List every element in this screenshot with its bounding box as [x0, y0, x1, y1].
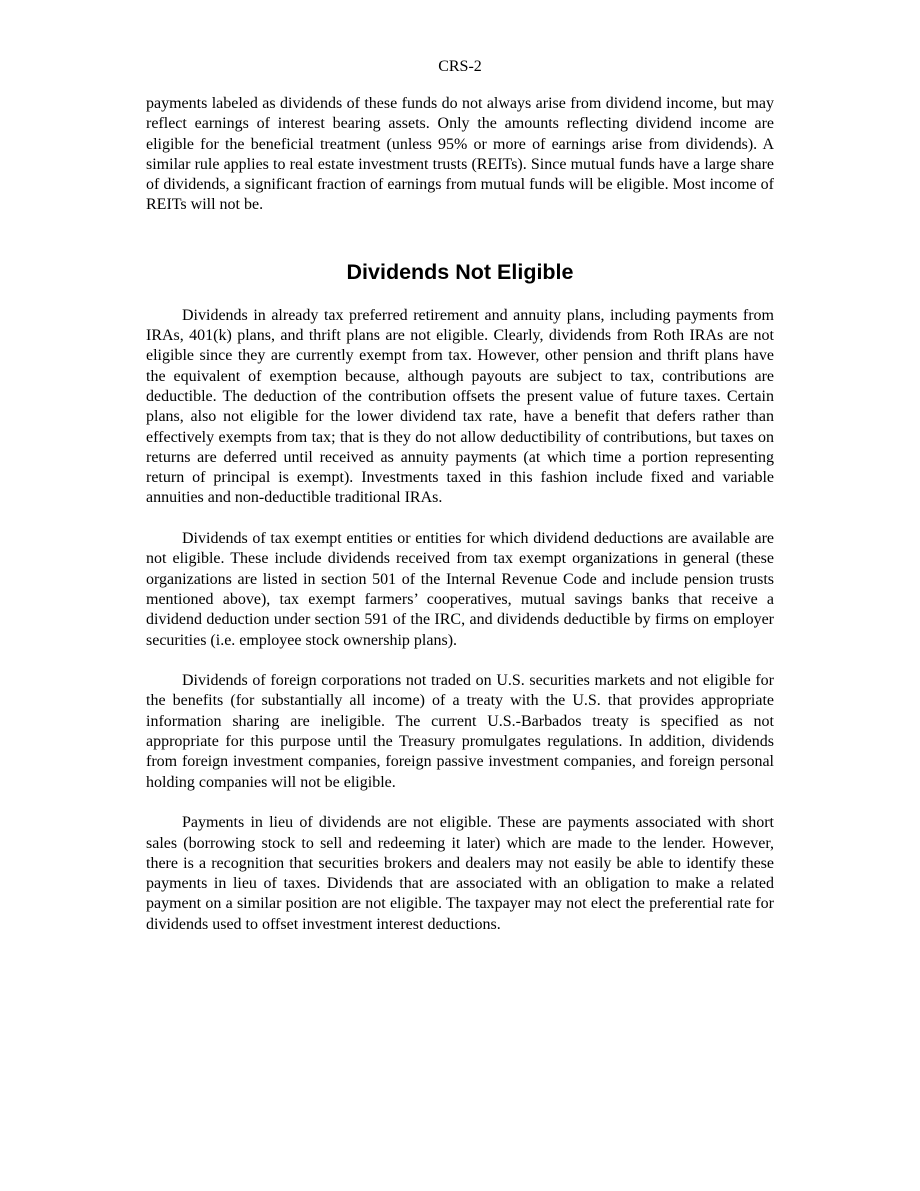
- paragraph-retirement-plans: Dividends in already tax preferred retirement and annuity plans, including payments from IRAs, 401(k) plans, and thrift plans are not eligible. Clearly, dividends from Roth IRAs are not eligible since they are currently exempt from tax. However, other pension and thrift plans have the equivalent of exemption because, although payouts are subject to tax, contributions are deductible. The deduction of the contribution offsets the present value of future taxes. Certain plans, also not eligible for the lower dividend tax rate, have a benefit that defers rather than effectively exempts from tax; that is they do not allow deductibility of contributions, but taxes on returns are deferred until received as annuity payments (at which time a portion representing return of principal is exempt). Investments taxed in this fashion include fixed and variable annuities and non-deductible traditional IRAs.: [146, 306, 774, 507]
- intro-paragraph: payments labeled as dividends of these funds do not always arise from dividend income, but may reflect earnings of interest bearing assets. Only the amounts reflecting dividend income are eligible for the beneficial treatment (unless 95% or more of earnings arise from dividends). A similar rule applies to real estate investment trusts (REITs). Since mutual funds have a large share of dividends, a significant fraction of earnings from mutual funds will be eligible. Most income of REITs will not be.: [146, 95, 774, 214]
- page-number-header: CRS-2: [438, 58, 482, 75]
- paragraph-tax-exempt-entities: Dividends of tax exempt entities or entities for which dividend deductions are available are not eligible. These include dividends received from tax exempt organizations in general (these organizations are listed in section 501 of the Internal Revenue Code and include pension trusts mentioned above), tax exempt farmers’ cooperatives, mutual savings banks that receive a dividend deduction under section 591 of the IRC, and dividends deductible by firms on employer securities (i.e. employee stock ownership plans).: [146, 530, 774, 649]
- document-body: [146, 94, 774, 935]
- paragraph-payments-in-lieu: Payments in lieu of dividends are not eligible. These are payments associated with short sales (borrowing stock to sell and redeeming it later) which are made to the lender. However, there is a recognition that securities brokers and dealers may not easily be able to identify these payments in lieu of taxes. Dividends that are associated with an obligation to make a related payment on a similar position are not eligible. The taxpayer may not elect the preferential rate for dividends used to offset investment interest deductions.: [146, 814, 774, 933]
- paragraph-foreign-corporations: Dividends of foreign corporations not traded on U.S. securities markets and not eligible for the benefits (for substantially all income) of a treaty with the U.S. that provides appropriate information sharing are ineligible. The current U.S.-Barbados treaty is specified as not appropriate for this purpose until the Treasury promulgates regulations. In addition, dividends from foreign investment companies, foreign passive investment companies, and foreign personal holding companies will not be eligible.: [146, 672, 774, 791]
- section-heading: Dividends Not Eligible: [346, 259, 574, 284]
